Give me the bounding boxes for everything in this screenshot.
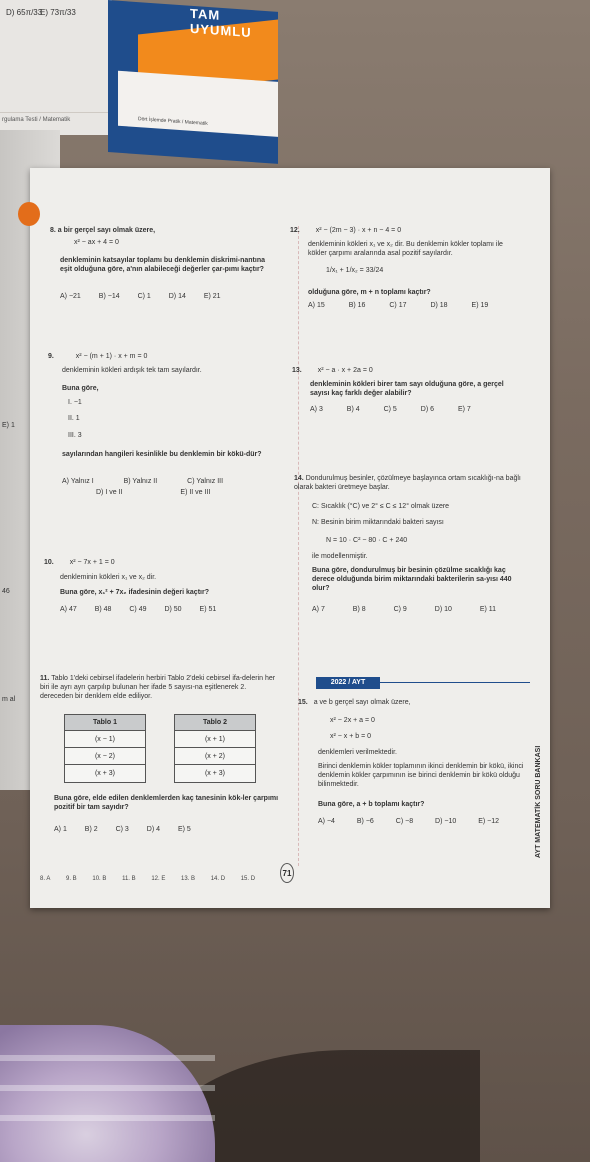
q15-option-e[interactable]: E) −12 — [478, 818, 500, 825]
q9-options-row1 — [62, 478, 239, 485]
q10-option-a[interactable]: A) 47 — [60, 606, 77, 613]
table-1-row: (x + 3) — [94, 770, 116, 777]
q12-text: denkleminin kökleri x₁ ve x₂ dir. Bu denklemin kökler toplamı ile kökler çarpımı aralarında asal pozitif sayılardır. — [308, 241, 503, 257]
q9-item-2: II. 1 — [68, 415, 80, 422]
column-divider — [298, 226, 299, 866]
q13-equation: x² − a · x + 2a = 0 — [317, 367, 373, 374]
book-cover-white — [118, 71, 278, 137]
q15-number: 15. — [298, 699, 308, 706]
q14-equation: N = 10 · C² − 80 · C + 240 — [326, 537, 408, 544]
table-2-row: (x + 1) — [175, 731, 255, 748]
q10-option-b[interactable]: B) 48 — [94, 606, 112, 613]
q13-option-e[interactable]: E) 7 — [457, 406, 471, 413]
q8-option-c[interactable]: C) 1 — [137, 293, 151, 300]
q9-text2: sayılarından hangileri kesinlikle bu denklemin bir kökü-dür? — [62, 451, 262, 458]
q9-text: denkleminin kökleri ardışık tek tam sayılardır. — [62, 367, 202, 374]
q11-option-d[interactable]: D) 4 — [146, 826, 161, 833]
question-8 — [50, 226, 280, 235]
question-9 — [48, 352, 147, 361]
q15-equation-2: x² − x + b = 0 — [330, 733, 372, 740]
book-brand: TAM UYUMLU — [190, 5, 252, 41]
q10-options — [60, 606, 232, 613]
q10-text: denkleminin kökleri x₁ ve x₂ dir. — [60, 574, 157, 581]
q12-option-b[interactable]: B) 16 — [348, 302, 366, 309]
q11-option-a[interactable]: A) 1 — [54, 826, 67, 833]
q13-option-a[interactable]: A) 3 — [310, 406, 323, 413]
q15-text: denklemleri verilmektedir. — [318, 749, 397, 756]
q8-equation: x² − ax + 4 = 0 — [74, 239, 119, 246]
answer-key-item: 9. B — [66, 876, 77, 882]
q13-text: denkleminin kökleri birer tam sayı olduğuna göre, a gerçel sayısı kaç farklı değer alabilir? — [310, 381, 504, 397]
orange-tab — [18, 202, 40, 226]
q8-option-e[interactable]: E) 21 — [203, 293, 221, 300]
q14-n-line: N: Besinin birim miktarındaki bakteri sayısı — [312, 519, 444, 526]
q14-number: 14. — [294, 475, 304, 482]
q8-options — [60, 293, 237, 300]
q13-option-b[interactable]: B) 4 — [346, 406, 360, 413]
q13-option-d[interactable]: D) 6 — [420, 406, 435, 413]
spine-label-1: E) 1 — [2, 422, 15, 429]
q9-option-b[interactable]: B) Yalnız II — [123, 478, 158, 485]
q8-option-a[interactable]: A) −21 — [60, 293, 81, 300]
question-12 — [290, 226, 520, 235]
q11-text2: Buna göre, elde edilen denklemlerden kaç tanesinin kök-ler çarpımı pozitif bir tam sayıdır? — [54, 795, 279, 811]
q14-option-b[interactable]: B) 8 — [352, 606, 366, 613]
q15-option-c[interactable]: C) −8 — [395, 818, 414, 825]
book-series-tag: AYT MATEMATİK SORU BANKASI — [535, 745, 542, 858]
q11-option-e[interactable]: E) 5 — [177, 826, 191, 833]
q9-option-e[interactable]: E) II ve III — [180, 489, 211, 496]
q11-option-b[interactable]: B) 2 — [84, 826, 98, 833]
exam-year-badge: 2022 / AYT — [316, 677, 380, 689]
book-footer: rgulama Testi / Matematik — [0, 112, 112, 126]
q12-equation2: 1/x₁ + 1/x₂ = 33/24 — [326, 267, 384, 274]
cushion-stripe — [0, 1085, 215, 1091]
q9-lead: Buna göre, — [62, 385, 99, 392]
answer-key-item: 11. B — [122, 876, 136, 882]
answer-key-item: 13. B — [181, 876, 196, 882]
q9-option-a[interactable]: A) Yalnız I — [62, 478, 94, 485]
book-option-d: D) 65π/33 — [6, 8, 43, 17]
q8-number: 8. — [50, 227, 56, 234]
q15-option-b[interactable]: B) −6 — [356, 818, 374, 825]
q10-text2: Buna göre, x₁² + 7x₂ ifadesinin değeri kaçtır? — [60, 589, 209, 596]
answer-key-item: 8. A — [40, 876, 51, 882]
q9-item-3: III. 3 — [68, 432, 82, 439]
page-number: 71 — [280, 863, 294, 883]
q11-number: 11. — [40, 675, 50, 682]
q12-option-d[interactable]: D) 18 — [430, 302, 448, 309]
badge-rule — [380, 682, 530, 683]
book-subtitle: Dört İşlemde Pratik / Matematik — [138, 116, 208, 127]
top-left-book — [0, 0, 112, 135]
q8-option-d[interactable]: D) 14 — [168, 293, 186, 300]
q14-c-line: C: Sıcaklık (°C) ve 2° ≤ C ≤ 12° olmak üzere — [312, 503, 450, 510]
q9-option-d[interactable]: D) I ve II — [96, 489, 123, 496]
q15-text2: Birinci denklemin kökler toplamının ikinci denklemin bir kökü, ikinci denklemin kökler çarpımının ise birinci denklemin bir kökü olduğu bilinmektedir. — [318, 763, 524, 788]
spine-label-2: 46 — [2, 588, 10, 595]
middle-book — [108, 0, 278, 164]
q10-option-d[interactable]: D) 50 — [164, 606, 182, 613]
q9-equation: x² − (m + 1) · x + m = 0 — [75, 353, 148, 360]
q11-option-c[interactable]: C) 3 — [115, 826, 129, 833]
cushion-stripe — [0, 1055, 215, 1061]
q12-text2: olduğuna göre, m + n toplamı kaçtır? — [308, 289, 431, 296]
q13-options — [310, 406, 487, 413]
q9-options-row2 — [96, 489, 226, 496]
table-2-title: Tablo 2 — [175, 715, 255, 731]
q11-options — [54, 826, 207, 833]
q14-option-a[interactable]: A) 7 — [312, 606, 325, 613]
q15-option-a[interactable]: A) −4 — [318, 818, 335, 825]
q12-option-a[interactable]: A) 15 — [308, 302, 325, 309]
table-1-row: (x − 1) — [65, 731, 145, 748]
q14-text3: Buna göre, dondurulmuş bir besinin çözülme sıcaklığı kaç derece olduğunda birim miktarındaki bakterilerin sa-yısı 440 olur? — [312, 567, 512, 592]
q15-equation-1: x² − 2x + a = 0 — [330, 717, 375, 724]
q8-lead: a bir gerçel sayı olmak üzere, — [57, 227, 156, 234]
book-page — [30, 168, 550, 908]
question-14 — [294, 474, 522, 492]
table-2-row: (x + 3) — [204, 770, 226, 777]
q14-option-d[interactable]: D) 10 — [434, 606, 452, 613]
question-15 — [298, 698, 518, 707]
answer-key-item: 10. B — [92, 876, 107, 882]
q10-option-c[interactable]: C) 49 — [129, 606, 147, 613]
q14-option-c[interactable]: C) 9 — [393, 606, 407, 613]
q12-option-c[interactable]: C) 17 — [389, 302, 407, 309]
table-2-row: (x + 2) — [175, 748, 255, 765]
q15-text3: Buna göre, a + b toplamı kaçtır? — [318, 801, 425, 808]
spine-label-3: m al — [2, 696, 16, 703]
q9-option-c[interactable]: C) Yalnız III — [187, 478, 224, 485]
book-option-e: E) 73π/33 — [40, 8, 76, 17]
q10-option-e[interactable]: E) 51 — [199, 606, 217, 613]
q11-text: Tablo 1'deki cebirsel ifadelerin herbiri Tablo 2'deki cebirsel ifa-delerin her biri ile ayrı ayrı çarpılıp bulunan her ifade 5 sayısı-na eşitlenerek 2. dereceden bir denklem elde ediliyor. — [40, 675, 276, 700]
question-10 — [44, 558, 115, 567]
q10-equation: x² − 7x + 1 = 0 — [69, 559, 115, 566]
q9-item-1: I. −1 — [68, 399, 82, 406]
q15-options — [318, 818, 515, 825]
q14-options — [312, 606, 512, 613]
answer-key-item: 12. E — [151, 876, 166, 882]
q9-number: 9. — [48, 353, 54, 360]
q14-text2: ile modellenmiştir. — [312, 553, 368, 560]
q14-option-e[interactable]: E) 11 — [479, 606, 497, 613]
q13-option-c[interactable]: C) 5 — [383, 406, 397, 413]
q10-number: 10. — [44, 559, 54, 566]
q8-option-b[interactable]: B) −14 — [98, 293, 120, 300]
answer-key-item: 15. D — [240, 876, 256, 882]
table-1 — [64, 714, 146, 783]
cushion-stripe — [0, 1115, 215, 1121]
q8-text: denkleminin katsayılar toplamı bu denklemin diskrimi-nantına eşit olduğuna göre, a'nın alabileceği değerler çar-pımı kaçtır? — [60, 257, 265, 273]
answer-key-item: 14. D — [210, 876, 226, 882]
q15-option-d[interactable]: D) −10 — [435, 818, 457, 825]
table-1-row: (x − 2) — [65, 748, 145, 765]
q15-lead: a ve b gerçel sayı olmak üzere, — [313, 699, 411, 706]
question-13 — [292, 366, 373, 375]
q13-number: 13. — [292, 367, 302, 374]
q12-equation: x² − (2m − 3) · x + n − 4 = 0 — [315, 227, 402, 234]
table-1-title: Tablo 1 — [65, 715, 145, 731]
q14-text: Dondurulmuş besinler, çözülmeye başlayınca ortam sıcaklığı-na bağlı olarak bakteri üretmeye başlar. — [294, 475, 521, 491]
table-2 — [174, 714, 256, 783]
q12-options — [308, 302, 504, 309]
q12-number: 12. — [290, 227, 300, 234]
answer-key — [40, 876, 269, 882]
q12-option-e[interactable]: E) 19 — [471, 302, 489, 309]
question-11 — [40, 674, 280, 701]
